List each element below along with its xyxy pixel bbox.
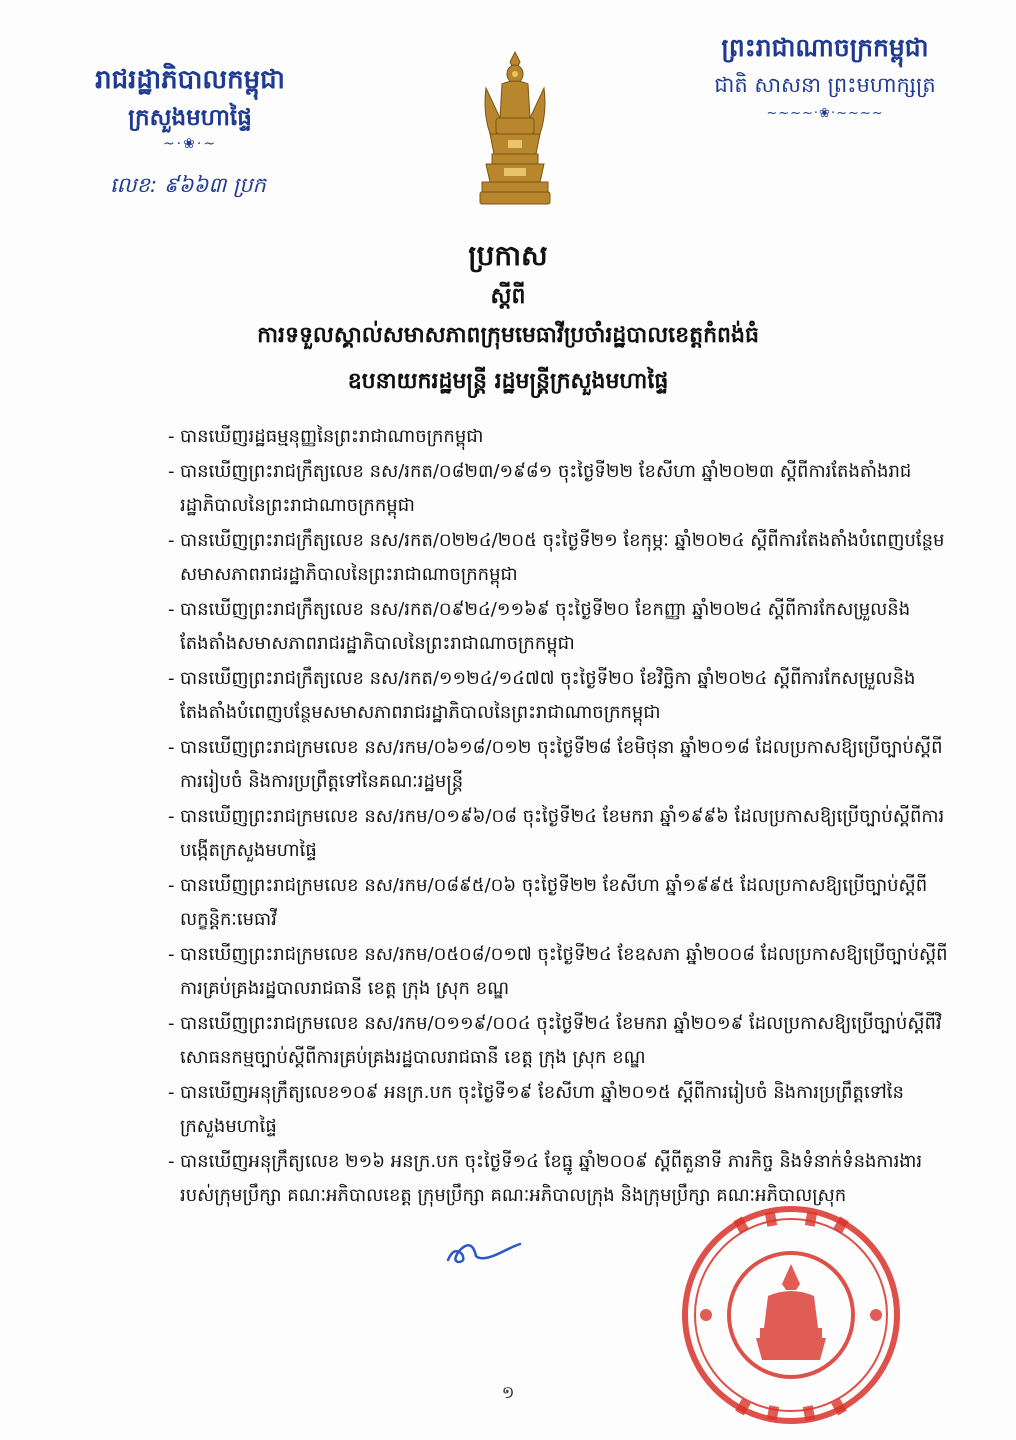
list-item: - បានឃើញព្រះរាជក្រមលេខ នស/រកម/០១៩៦/០៨ ចុះថ្ងៃទី២៤ ខែមករា ឆ្នាំ១៩៩៦ ដែលប្រកាសឱ្យប្រើច្បាប់ស្ដីពីការបង្កើតក្រសួងមហាផ្ទៃ (168, 805, 945, 861)
ministry-header (70, 62, 310, 152)
kingdom-header (680, 30, 970, 121)
list-item: - បានឃើញព្រះរាជក្រឹត្យលេខ នស/រកត/០២២៤/២០៥ ចុះថ្ងៃទី២១ ខែកុម្ភៈ ឆ្នាំ២០២៤ ស្ដីពីការតែងតាំងបំពេញបន្ថែមសមាសភាពរាជរដ្ឋាភិបាលនៃព្រះរាជាណាចក្រកម្ពុជា (168, 529, 945, 585)
list-item: - បានឃើញព្រះរាជក្រមលេខ នស/រកម/០៨៩៥/០៦ ចុះថ្ងៃទី២២ ខែសីហា ឆ្នាំ១៩៩៥ ដែលប្រកាសឱ្យប្រើច្បាប់ស្ដីពីលក្ខន្តិកៈមេធាវី (168, 874, 928, 930)
government-name: រាជរដ្ឋាភិបាលកម្ពុជា (95, 65, 285, 95)
page-number: ១ (501, 1383, 515, 1403)
kingdom-name: ព្រះរាជាណាចក្រកម្ពុជា (721, 33, 929, 62)
issuer-title: ឧបនាយករដ្ឋមន្ត្រី រដ្ឋមន្ត្រីក្រសួងមហាផ្ទៃ (347, 369, 669, 394)
list-item: - បានឃើញអនុក្រឹត្យលេខ ២១៦ អនក្រ.បក ចុះថ្ងៃទី១៤ ខែធ្នូ ឆ្នាំ២០០៩ ស្ដីពីតួនាទី ភារកិច្ច និងទំនាក់ទំនងការងាររបស់ក្រុមប្រឹក្សា គណៈអភិបាលខេត្ត ក្រុមប្រឹក្សា គណៈអភិបាលក្រុង និងក្រុមប្រឹក្សា គណៈអភិបាលស្រុក (168, 1150, 923, 1206)
list-item: - បានឃើញព្រះរាជក្រមលេខ នស/រកម/០១១៩/០០៤ ចុះថ្ងៃទី២៤ ខែមករា ឆ្នាំ២០១៩ ដែលប្រកាសឱ្យប្រើច្បាប់ស្ដីពីវិសោធនកម្មច្បាប់ស្ដីពីការគ្រប់គ្រងរដ្ឋបាលរាជធានី ខេត្ត ក្រុង ស្រុក ខណ្ឌ (168, 1012, 942, 1068)
ornament-divider: ~~~~·❀·~~~~ (766, 106, 884, 121)
reference-number: លេខ: ៩៦៦៣ ប្រក (110, 173, 266, 197)
title-on: ស្ដីពី (490, 284, 526, 309)
list-item: - បានឃើញព្រះរាជក្រមលេខ នស/រកម/០៥០៨/០១៧ ចុះថ្ងៃទី២៤ ខែឧសភា ឆ្នាំ២០០៨ ដែលប្រកាសឱ្យប្រើច្បាប់ស្ដីពីការគ្រប់គ្រងរដ្ឋបាលរាជធានី ខេត្ត ក្រុង ស្រុក ខណ្ឌ (168, 943, 948, 999)
document-subject: ការទទួលស្គាល់សមាសភាពក្រុមមេធាវីប្រចាំរដ្ឋបាលខេត្តកំពង់ធំ (257, 323, 759, 348)
list-item: - បានឃើញព្រះរាជក្រឹត្យលេខ នស/រកត/១១២៤/១៤៧៧ ចុះថ្ងៃទី២០ ខែវិច្ឆិកា ឆ្នាំ២០២៤ ស្ដីពីការកែសម្រួលនិងតែងតាំងបំពេញបន្ថែមសមាសភាពរាជរដ្ឋាភិបាលនៃព្រះរាជាណាចក្រកម្ពុជា (168, 667, 916, 723)
ornament-divider: ~·❀·~ (162, 136, 218, 152)
document-type: ប្រកាស (468, 239, 548, 272)
list-item: - បានឃើញរដ្ឋធម្មនុញ្ញនៃព្រះរាជាណាចក្រកម្ពុជា (168, 426, 484, 447)
legal-basis-list (168, 420, 948, 1214)
signature-icon (442, 1232, 524, 1272)
list-item: - បានឃើញព្រះរាជក្រឹត្យលេខ នស/រកត/០៩២៤/១១៦៩ ចុះថ្ងៃទី២០ ខែកញ្ញា ឆ្នាំ២០២៤ ស្ដីពីការកែសម្រួលនិងតែងតាំងសមាសភាពរាជរដ្ឋាភិបាលនៃព្រះរាជាណាចក្រកម្ពុជា (168, 598, 911, 654)
ministry-name: ក្រសួងមហាផ្ទៃ (128, 105, 252, 131)
list-item: - បានឃើញព្រះរាជក្រមលេខ នស/រកម/០៦១៨/០១២ ចុះថ្ងៃទី២៨ ខែមិថុនា ឆ្នាំ២០១៨ ដែលប្រកាសឱ្យប្រើច្បាប់ស្ដីពីការរៀបចំ និងការប្រព្រឹត្តទៅនៃគណៈរដ្ឋមន្ត្រី (168, 736, 943, 792)
royal-emblem-icon (478, 48, 552, 210)
title-block (150, 236, 866, 400)
list-item: - បានឃើញព្រះរាជក្រឹត្យលេខ នស/រកត/០៨២៣/១៩៨១ ចុះថ្ងៃទី២២ ខែសីហា ឆ្នាំ២០២៣ ស្ដីពីការតែងតាំងរាជរដ្ឋាភិបាលនៃព្រះរាជាណាចក្រកម្ពុជា (168, 460, 912, 516)
list-item: - បានឃើញអនុក្រឹត្យលេខ១០៩ អនក្រ.បក ចុះថ្ងៃទី១៩ ខែសីហា ឆ្នាំ២០១៥ ស្ដីពីការរៀបចំ និងការប្រព្រឹត្តទៅនៃក្រសួងមហាផ្ទៃ (168, 1081, 904, 1137)
national-motto: ជាតិ សាសនា ព្រះមហាក្សត្រ (714, 73, 936, 97)
